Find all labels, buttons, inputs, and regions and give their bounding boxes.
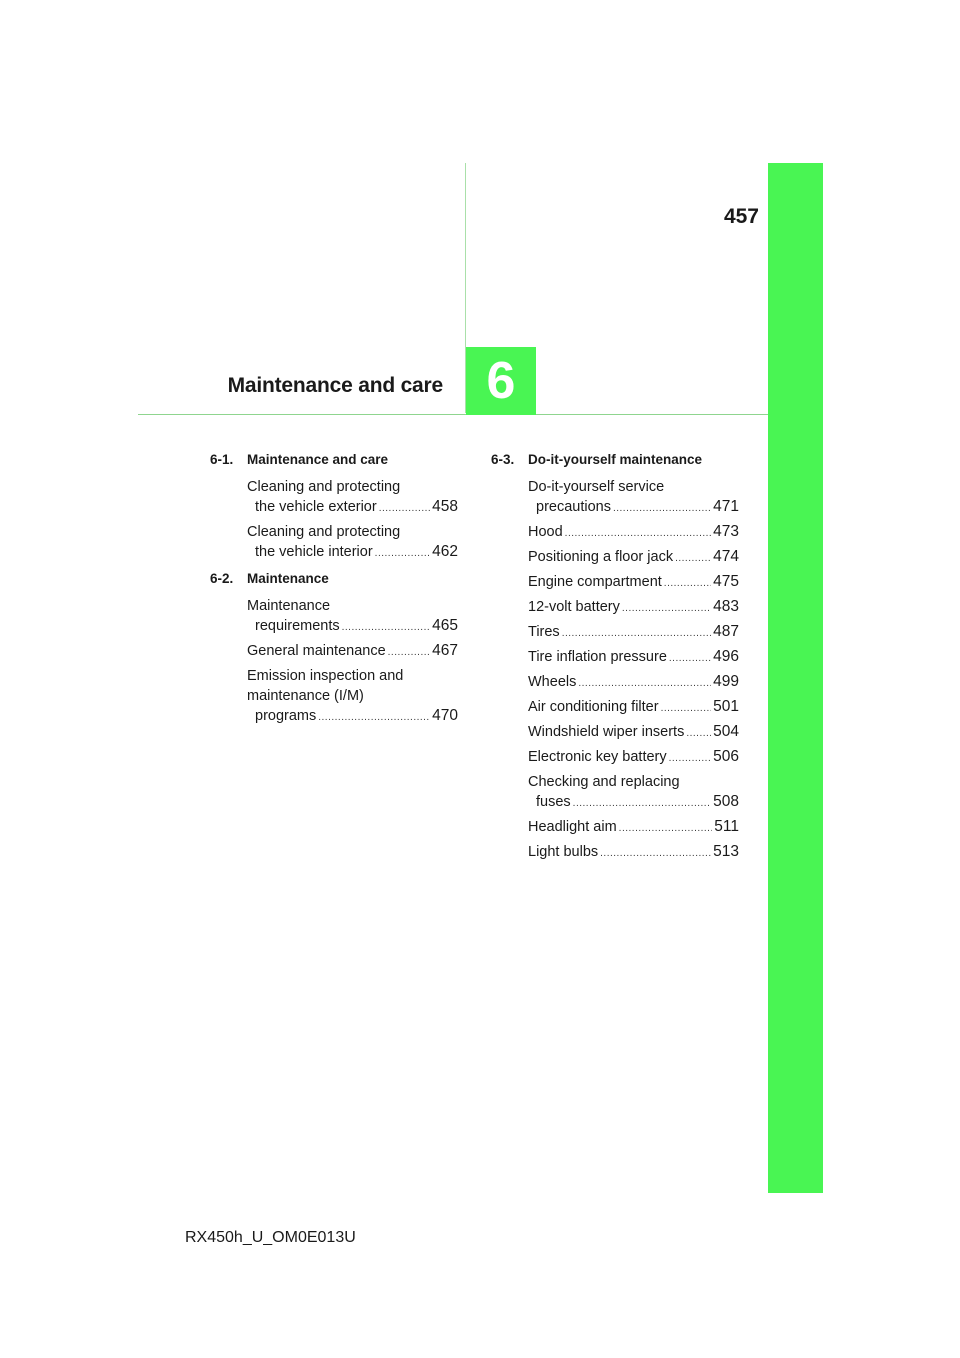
- entry-last-line: [247, 542, 458, 562]
- toc-entry-link[interactable]: [528, 747, 739, 767]
- toc-entry-link[interactable]: [247, 596, 458, 636]
- toc-entry-link[interactable]: [247, 477, 458, 517]
- entry-last-line: [528, 647, 739, 667]
- page-reference: 471: [713, 498, 739, 515]
- toc-entry-link[interactable]: [247, 522, 458, 562]
- toc-entry-link[interactable]: [528, 647, 739, 667]
- chapter-title: Maintenance and care: [227, 374, 443, 397]
- page-reference: 473: [713, 523, 739, 540]
- entry-text: [528, 597, 739, 617]
- entry-last-line: [528, 697, 739, 717]
- entry-last-line: [528, 597, 739, 617]
- dot-leader: [661, 701, 712, 717]
- page-reference: 506: [713, 748, 739, 765]
- page-reference: 470: [432, 707, 458, 724]
- entry-text: [528, 477, 739, 517]
- dot-leader: [375, 546, 430, 562]
- entry-title-line: Tire inflation pressure: [528, 649, 667, 665]
- page-reference: 487: [713, 623, 739, 640]
- entry-last-line: [247, 616, 458, 636]
- entry-title-line: precautions: [536, 499, 611, 515]
- toc-column-left: [210, 450, 458, 733]
- entry-last-line: [247, 641, 458, 661]
- page-reference: 504: [713, 723, 739, 740]
- section-heading: [210, 569, 458, 589]
- entry-title-line: Light bulbs: [528, 844, 599, 860]
- section-number: 6-3.: [491, 452, 515, 467]
- section-heading: [210, 450, 458, 470]
- entry-last-line: [528, 522, 739, 542]
- toc-entry-link[interactable]: [528, 547, 739, 567]
- entry-title-line: Cleaning and protecting: [247, 479, 401, 495]
- toc-entry-link[interactable]: [528, 597, 739, 617]
- toc-entry-link[interactable]: [528, 697, 739, 717]
- entry-text: [247, 666, 458, 726]
- page-reference: 462: [432, 543, 458, 560]
- entry-title-line: Windshield wiper inserts: [528, 724, 685, 740]
- page-reference: 483: [713, 598, 739, 615]
- entry-last-line: [528, 497, 739, 517]
- dot-leader: [578, 676, 711, 692]
- dot-leader: [613, 501, 711, 517]
- entry-title-line: 12-volt battery: [528, 599, 620, 615]
- page-reference: 474: [713, 548, 739, 565]
- entry-text: [528, 672, 739, 692]
- entry-title-line: Do-it-yourself service: [528, 479, 665, 495]
- entry-last-line: [528, 747, 739, 767]
- toc-entry-link[interactable]: [528, 672, 739, 692]
- page-reference: 511: [714, 818, 739, 835]
- toc-entry-link[interactable]: [528, 572, 739, 592]
- dot-leader: [675, 551, 711, 567]
- dot-leader: [619, 821, 713, 837]
- dot-leader: [565, 526, 711, 542]
- toc-entry-link[interactable]: [528, 772, 739, 812]
- entry-last-line: [247, 497, 458, 517]
- entry-last-line: [528, 842, 739, 862]
- entry-last-line: [528, 817, 739, 837]
- entry-title-line: Emission inspection and: [247, 668, 404, 684]
- chapter-number: 6: [486, 352, 516, 410]
- dot-leader: [664, 576, 711, 592]
- toc-entry-link[interactable]: [528, 842, 739, 862]
- entry-title-line: Electronic key battery: [528, 749, 667, 765]
- dot-leader: [388, 645, 430, 661]
- dot-leader: [669, 751, 712, 767]
- entry-text: [528, 647, 739, 667]
- entry-title-line: General maintenance: [247, 643, 386, 659]
- toc-entry-link[interactable]: [528, 477, 739, 517]
- section-heading: [491, 450, 739, 470]
- entry-title-line: Engine compartment: [528, 574, 662, 590]
- toc-section: [210, 450, 458, 562]
- page-reference: 501: [713, 698, 739, 715]
- page-reference: 475: [713, 573, 739, 590]
- entry-last-line: [528, 572, 739, 592]
- entry-text: [528, 772, 739, 812]
- entry-last-line: [528, 672, 739, 692]
- page-reference: 496: [713, 648, 739, 665]
- entry-last-line: [247, 706, 458, 726]
- entry-title-line: requirements: [255, 618, 340, 634]
- chapter-side-tab: [768, 163, 823, 1193]
- section-number: 6-2.: [210, 571, 234, 586]
- page-reference: 465: [432, 617, 458, 634]
- entry-text: [247, 522, 458, 562]
- chapter-number-box: [466, 347, 536, 415]
- toc-column-right: [491, 450, 739, 869]
- toc-entry-link[interactable]: [528, 722, 739, 742]
- entry-text: [528, 722, 739, 742]
- toc-entry-link[interactable]: [528, 522, 739, 542]
- dot-leader: [622, 601, 711, 617]
- entry-title-line: Checking and replacing: [528, 774, 680, 790]
- document-id: RX450h_U_OM0E013U: [185, 1229, 356, 1246]
- dot-leader: [600, 846, 711, 862]
- entry-last-line: [528, 547, 739, 567]
- entry-title-line: the vehicle exterior: [255, 499, 377, 515]
- entry-text: [528, 547, 739, 567]
- entry-title-line: Hood: [528, 524, 563, 540]
- entry-text: [247, 477, 458, 517]
- horizontal-rule: [138, 414, 768, 415]
- dot-leader: [669, 651, 711, 667]
- entry-title-line: maintenance (I/M): [247, 688, 364, 704]
- entry-text: [528, 747, 739, 767]
- entry-text: [528, 522, 739, 542]
- entry-last-line: [528, 722, 739, 742]
- entry-last-line: [528, 792, 739, 812]
- toc-entry-link[interactable]: [247, 666, 458, 726]
- entry-title-line: Headlight aim: [528, 819, 617, 835]
- section-title: Maintenance: [247, 571, 329, 586]
- entry-text: [528, 572, 739, 592]
- section-title: Maintenance and care: [247, 452, 389, 467]
- toc-section: [210, 569, 458, 726]
- toc-entry-link[interactable]: [247, 641, 458, 661]
- dot-leader: [562, 626, 711, 642]
- page-reference: 513: [713, 843, 739, 860]
- entry-text: [247, 641, 458, 661]
- entry-text: [247, 596, 458, 636]
- entry-title-line: Maintenance: [247, 598, 331, 614]
- page-reference: 499: [713, 673, 739, 690]
- entry-title-line: Cleaning and protecting: [247, 524, 401, 540]
- section-number: 6-1.: [210, 452, 234, 467]
- dot-leader: [342, 620, 431, 636]
- entry-title-line: fuses: [536, 794, 571, 810]
- toc-entry-link[interactable]: [528, 622, 739, 642]
- toc-section: [491, 450, 739, 862]
- entry-text: [528, 622, 739, 642]
- dot-leader: [686, 726, 711, 742]
- entry-last-line: [528, 622, 739, 642]
- dot-leader: [573, 796, 711, 812]
- page-reference: 458: [432, 498, 458, 515]
- entry-text: [528, 697, 739, 717]
- dot-leader: [379, 501, 430, 517]
- entry-title-line: Wheels: [528, 674, 577, 690]
- page-number: 457: [723, 205, 759, 228]
- entry-title-line: Air conditioning filter: [528, 699, 659, 715]
- entry-title-line: Positioning a floor jack: [528, 549, 674, 565]
- page-reference: 508: [713, 793, 739, 810]
- entry-text: [528, 817, 739, 837]
- dot-leader: [318, 710, 430, 726]
- entry-title-line: programs: [255, 708, 317, 724]
- section-title: Do-it-yourself maintenance: [528, 452, 703, 467]
- entry-text: [528, 842, 739, 862]
- entry-title-line: Tires: [528, 624, 560, 640]
- page-reference: 467: [432, 642, 458, 659]
- entry-title-line: the vehicle interior: [255, 544, 373, 560]
- toc-entry-link[interactable]: [528, 817, 739, 837]
